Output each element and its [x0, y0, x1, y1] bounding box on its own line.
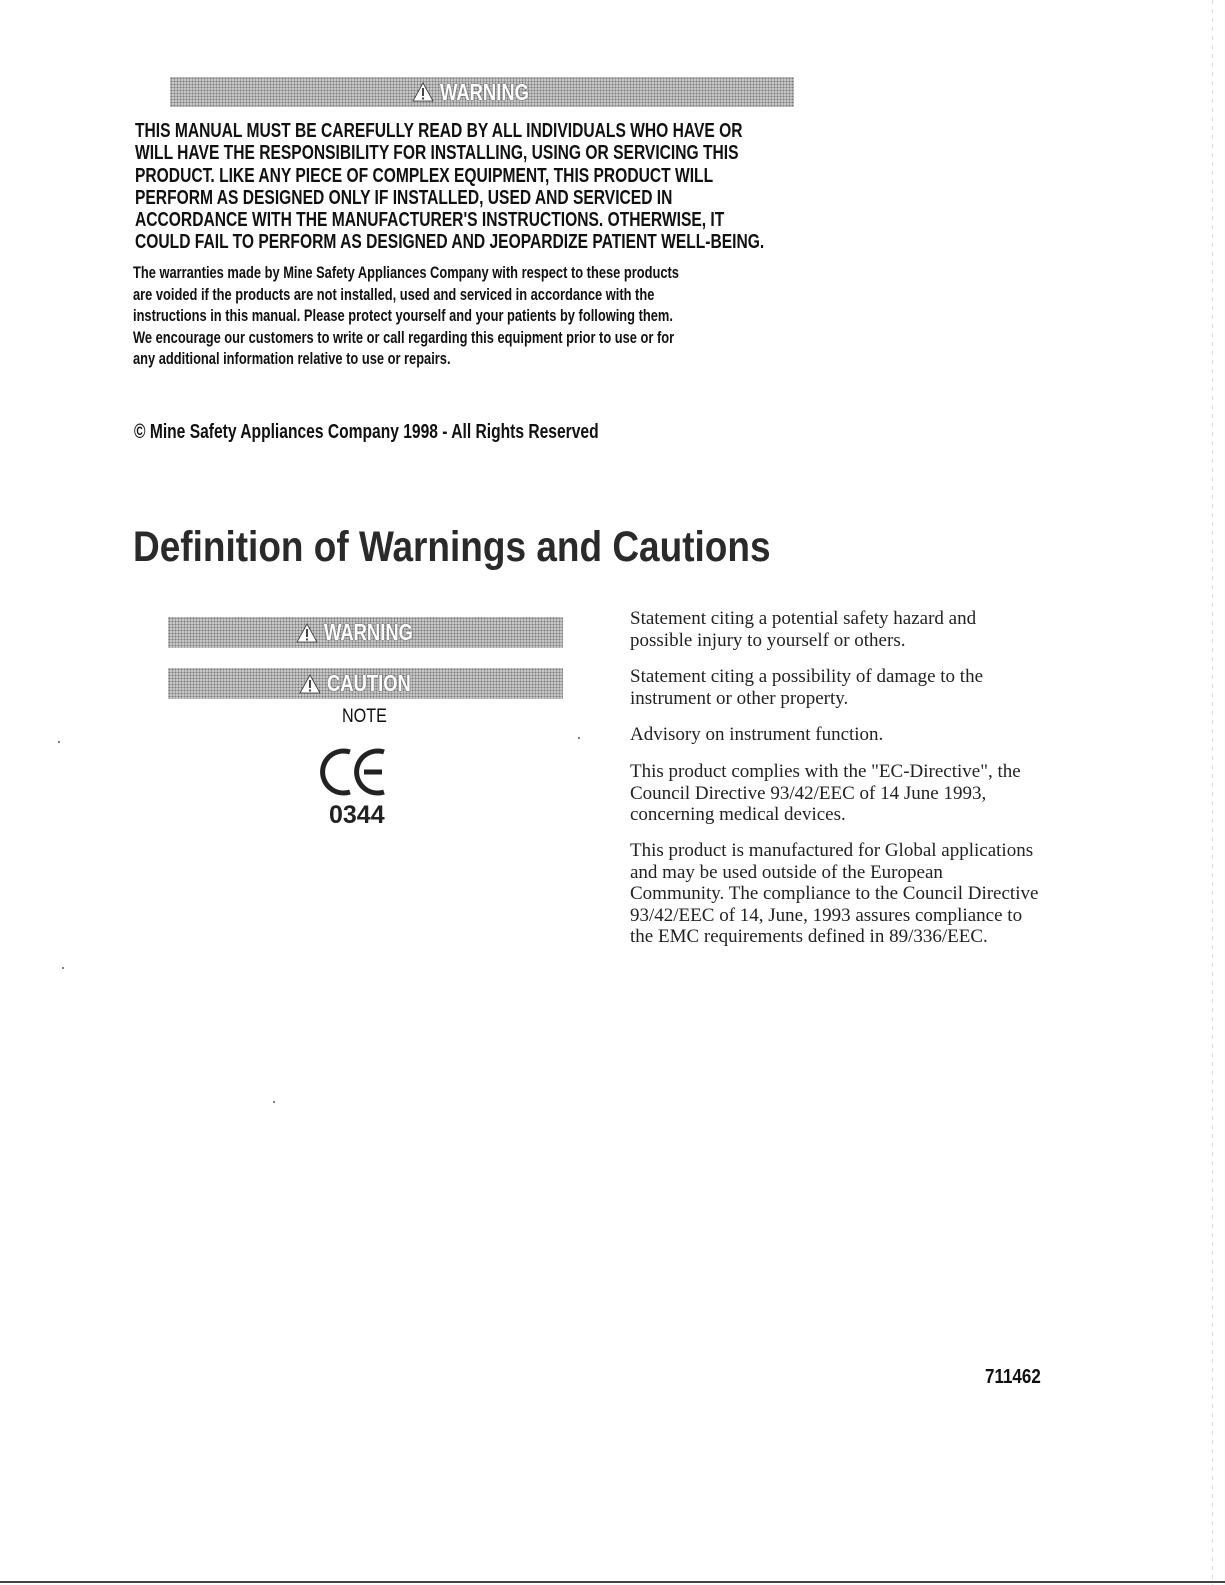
warning-paragraph	[135, 120, 764, 254]
warning-line: COULD FAIL TO PERFORM AS DESIGNED AND JEOPARDIZE PATIENT WELL-BEING.	[135, 231, 765, 254]
definition-line: Statement citing a possibility of damage to the	[630, 666, 984, 687]
warning-triangle-icon	[412, 82, 434, 102]
document-number: 711462	[985, 1366, 1041, 1388]
definition-line: the EMC requirements defined in 89/336/EEC.	[630, 926, 988, 947]
definition-line: concerning medical devices.	[630, 804, 846, 825]
definition-line: This product is manufactured for Global applications	[630, 840, 1034, 861]
definition-line: instrument or other property.	[630, 687, 849, 709]
warning-line: WILL HAVE THE RESPONSIBILITY FOR INSTALLING, USING OR SERVICING THIS	[135, 142, 739, 165]
ce-notified-body-number: 0344	[329, 801, 385, 829]
definition-line: and may be used outside of the European	[630, 861, 943, 883]
scan-speck	[58, 741, 60, 743]
warning-definition	[630, 608, 976, 651]
page-bottom-edge	[0, 1581, 1225, 1583]
caution-symbol	[168, 668, 563, 699]
definition-line: possible injury to yourself or others.	[630, 629, 906, 651]
warranty-line: The warranties made by Mine Safety Appliances Company with respect to these products	[133, 264, 679, 282]
section-title: Definition of Warnings and Cautions	[133, 523, 771, 571]
caution-triangle-icon	[299, 674, 321, 694]
scan-speck	[273, 1101, 275, 1103]
definition-line: Council Directive 93/42/EEC of 14 June 1993,	[630, 782, 987, 804]
caution-symbol-label: CAUTION	[327, 670, 411, 696]
global-applications-definition	[630, 840, 1038, 948]
warning-line: THIS MANUAL MUST BE CAREFULLY READ BY ALL INDIVIDUALS WHO HAVE OR	[135, 120, 743, 142]
warning-triangle-icon	[296, 623, 318, 643]
scan-edge	[1212, 0, 1213, 1585]
warning-banner	[170, 77, 794, 107]
scan-speck	[62, 967, 64, 969]
ce-mark-icon	[316, 746, 396, 798]
warranty-line: instructions in this manual. Please protect yourself and your patients by following them.	[133, 307, 673, 325]
scan-speck	[578, 737, 580, 739]
ce-definition	[630, 761, 1021, 826]
definition-line: Community. The compliance to the Council Directive	[630, 883, 1039, 904]
warning-symbol	[168, 617, 563, 648]
note-label: NOTE	[342, 706, 387, 727]
warning-line: PERFORM AS DESIGNED ONLY IF INSTALLED, USED AND SERVICED IN	[135, 186, 673, 209]
definition-line: Advisory on instrument function.	[630, 724, 884, 745]
warning-symbol-label: WARNING	[323, 619, 413, 645]
caution-definition	[630, 666, 983, 709]
warning-line: ACCORDANCE WITH THE MANUFACTURER'S INSTRUCTIONS. OTHERWISE, IT	[135, 209, 725, 232]
warranty-line: any additional information relative to use or repairs.	[133, 350, 451, 368]
definition-line: 93/42/EEC of 14, June, 1993 assures compliance to	[630, 904, 1023, 926]
copyright-notice: © Mine Safety Appliances Company 1998 - All Rights Reserved	[134, 421, 599, 443]
definition-line: This product complies with the "EC-Directive", the	[630, 761, 1021, 782]
note-definition	[630, 724, 883, 746]
warning-line: PRODUCT. LIKE ANY PIECE OF COMPLEX EQUIPMENT, THIS PRODUCT WILL	[135, 164, 714, 187]
warranty-line: are voided if the products are not installed, used and serviced in accordance with the	[133, 285, 655, 304]
warranty-line: We encourage our customers to write or call regarding this equipment prior to use or for	[133, 328, 675, 347]
definition-line: Statement citing a potential safety hazard and	[630, 608, 977, 629]
warning-banner-label: WARNING	[440, 78, 530, 105]
warranty-paragraph	[133, 263, 679, 371]
